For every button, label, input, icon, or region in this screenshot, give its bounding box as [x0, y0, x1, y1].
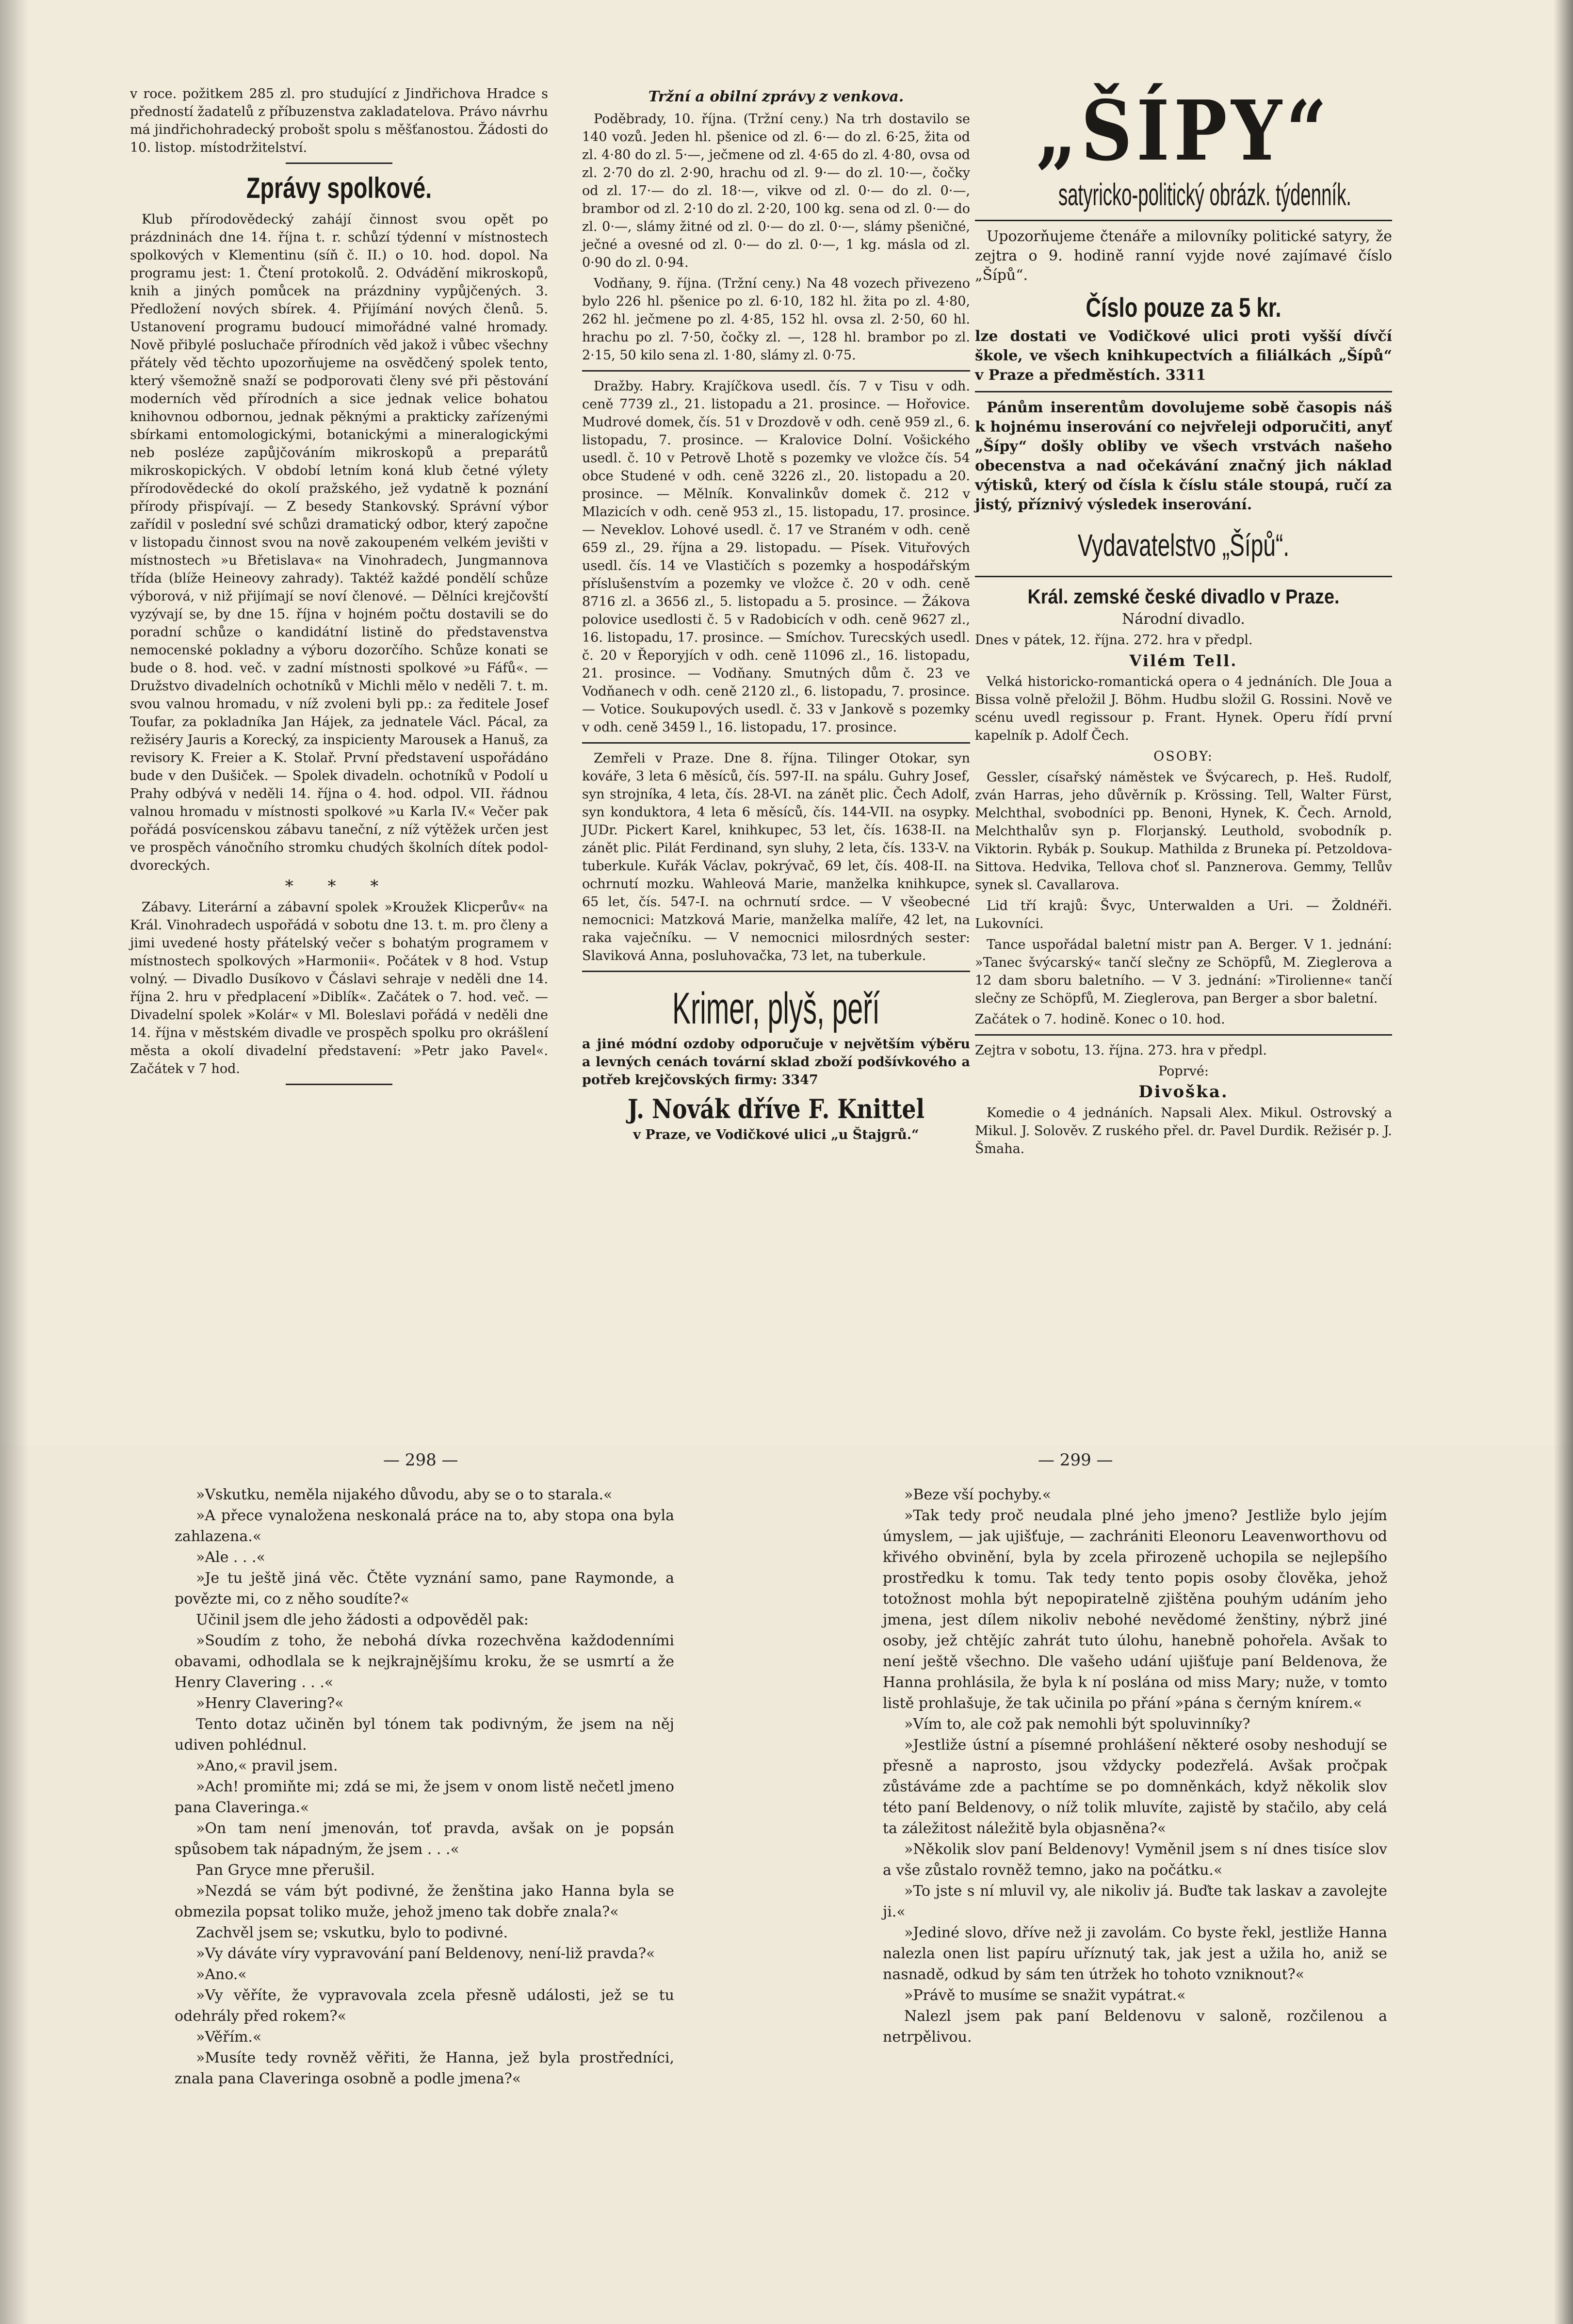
- book-paragraph: »Ano,« pravil jsem.: [196, 1757, 338, 1774]
- page-number-left: — 298 —: [383, 1450, 458, 1470]
- sipy-publisher: Vydavatelstvo „Šípů“.: [1077, 528, 1290, 563]
- book-page-left: [175, 1484, 674, 2089]
- cast-heading: OSOBY:: [1153, 749, 1214, 764]
- krimer-ad-text: a jiné módní ozdoby odporučuje v největším výběru a levných cenách tovární sklad zboží podšívkového a potřeb krejčovských firmy: 3347: [582, 1037, 970, 1088]
- book-paragraph: »Vy věříte, že vypravovala zcela přesně události, jež se tu odehrály před rokem?«: [175, 1987, 674, 2025]
- book-paragraph: »On tam není jmenován, toť pravda, avšak on je popsán spůsobem tak nápadným, že jsem . . .«: [175, 1820, 674, 1858]
- entertainment-paragraph: Zábavy. Literární a zábavní spolek »Kroužek Klicperův« na Král. Vinohradech uspořádá v sobotu dne 13. t. m. pro členy a jimi uvedené hosty přátelský večer s bohatým programem v místnostech spolkových »Harmonii«. Počátek v 8 hod. Vstup volný. — Divadlo Dusíkovo v Čáslavi sehraje v neděli dne 14. října 2. hru v předplacení »Diblík«. Začátek o 7. hod. več. — Divadelní spolek »Kolár« v Ml. Boleslavi pořádá v neděli dne 14. října v městském divadle ve prospěch spolku pro okrášlení města a okolí divadelní představení: »Petr jako Pavel«. Začátek v 7 hod.: [130, 900, 548, 1076]
- book-paragraph: »Je tu ještě jiná věc. Čtěte vyznání samo, pane Raymonde, a povězte mi, co z něho soudíte?«: [175, 1570, 674, 1608]
- divider: [975, 220, 1392, 221]
- vodnany-paragraph: Vodňany, 9. října. (Tržní ceny.) Na 48 vozech přivezeno bylo 226 hl. pšenice po zl. 6·10, 182 hl. žita po zl. 4·80, 262 hl. ječmene po zl. 4·85, 152 hl. ovsa zl. 2·50, 60 hl. hrachu po zl. 7·50, čočky zl. —, 128 hl. brambor po zl. 2·15, 50 kilo sena zl. 1·80, slámy zl. 0·75.: [582, 276, 970, 363]
- divider: [582, 971, 970, 972]
- book-paragraph: Nalezl jsem pak paní Beldenovu v saloně, rozčilenou a netrpělivou.: [883, 2008, 1387, 2046]
- performance-today: Dnes v pátek, 12. října. 272. hra v předpl.: [975, 633, 1253, 648]
- page-number-right: — 299 —: [1038, 1450, 1113, 1470]
- sipy-price: Číslo pouze za 5 kr.: [1086, 292, 1281, 323]
- divider: [975, 576, 1392, 577]
- theatre-name: Národní divadlo.: [1122, 611, 1245, 628]
- krimer-ad-title: Krimer, plyš, peří: [672, 984, 880, 1033]
- divider: [286, 163, 392, 164]
- play-title-2: Divoška.: [1138, 1082, 1229, 1102]
- book-paragraph: Zachvěl jsem se; vskutku, bylo to podivné.: [196, 1924, 508, 1941]
- column-left: [130, 85, 548, 1091]
- start-end-time: Začátek o 7. hodině. Konec o 10. hod.: [975, 1012, 1225, 1027]
- book-paragraph: »Ano.«: [196, 1966, 247, 1983]
- divider: [286, 1084, 392, 1085]
- novak-ad-address: v Praze, ve Vodičkové ulici „u Štajgrů.“: [633, 1127, 919, 1142]
- book-paragraph: »Beze vší pochyby.«: [904, 1486, 1052, 1503]
- book-paragraph: »Právě to musíme se snažit vypátrat.«: [904, 1987, 1186, 2004]
- play-description-2: Komedie o 4 jednáních. Napsali Alex. Mikul. Ostrovský a Mikul. J. Solověv. Z ruského přel. dr. Pavel Durdik. Režisér p. J. Šmaha.: [975, 1105, 1392, 1156]
- book-paragraph: »Nezdá se vám být podivné, že ženština jako Hanna byla se obmezila popsat toliko muže, jehož jmeno tak dobře znala?«: [175, 1883, 674, 1920]
- sipy-availability-text: lze dostati ve Vodičkové ulici proti vyšší dívčí škole, ve všech knihkupectvích a filiálkách „Šípů“ v Praze a předměstích. 3311: [975, 328, 1392, 384]
- book-paragraph: »Musíte tedy rovněž věřiti, že Hanna, jež byla prostředníci, znala pana Claveringa osobně a podle jmena?«: [175, 2049, 674, 2087]
- left-binding-shadow: [0, 0, 29, 2324]
- book-paragraph: »To jste s ní mluvil vy, ale nikoliv já. Buďte tak laskav a zavolejte ji.«: [883, 1883, 1387, 1920]
- chorus-list: Lid tří krajů: Švyc, Unterwalden a Uri. — Žoldnéři. Lukovníci.: [975, 898, 1392, 931]
- column-right: [975, 82, 1392, 1161]
- play-description-1: Velká historicko-romantická opera o 4 jednáních. Dle Joua a Bissa volně přeložil J. Böhm. Hudbu složil G. Rossini. Nově ve scénu uvedl regissour p. Frant. Hynek. Operu řídí první kapelník p. Adolf Čech.: [975, 674, 1392, 743]
- divider: [975, 391, 1392, 392]
- book-paragraph: Tento dotaz učiněn byl tónem tak podivným, že jsem na něj udiven pohlédnul.: [175, 1716, 674, 1754]
- book-paragraph: »Ach! promiňte mi; zdá se mi, že jsem v onom listě nečetl jmeno pana Claveringa.«: [175, 1778, 674, 1816]
- book-paragraph: »Několik slov paní Beldenovy! Vyměnil jsem s ní dnes tisíce slov a vše zůstalo rovněž temno, jako na počátku.«: [883, 1841, 1387, 1879]
- book-paragraph: Učinil jsem dle jeho žádosti a odpověděl pak:: [196, 1611, 529, 1628]
- novak-ad-name: J. Novák dříve F. Knittel: [627, 1093, 925, 1124]
- premiere-label: Poprvé:: [1158, 1064, 1209, 1079]
- play-title-1: Vilém Tell.: [1129, 651, 1238, 670]
- book-paragraph: »Soudím z toho, že nebohá dívka rozechvěna každodenními obavami, odhodlala se k nejkrajnějšímu kroku, že se usmrtí a že Henry Clavering . . .«: [175, 1632, 674, 1691]
- book-paragraph: »Ale . . .«: [196, 1549, 265, 1566]
- performance-tomorrow: Zejtra v sobotu, 13. října. 273. hra v předpl.: [975, 1043, 1267, 1058]
- book-paragraph: Pan Gryce mne přerušil.: [196, 1862, 375, 1879]
- sipy-subtitle: satyricko-politický obrázk. týdenník.: [1058, 177, 1351, 212]
- sipy-notice: Upozorňujeme čtenáře a milovníky politické satyry, že zejtra o 9. hodině ranní vyjde nové zajímavé číslo „Šípů“.: [975, 228, 1392, 284]
- book-paragraph: »Tak tedy proč neudala plné jeho jmeno? Jestliže bylo jejím úmyslem, — jak ujišťuje, — zachrániti Eleonoru Leavenworthovu od křivého obvinění, byla by zcela přirozeně uchopila se nejlepšího prostředku k tomu. Tak tedy tento popis osoby člověka, jehož totožnost mohla být nepopiratelně zjištěna pouhým udáním jeho jmena, jest dílem nikoliv nebohé nevědomé ženštiny, nýbrž jiné osoby, jež chtějíc zahrát tuto úlohu, hanebně pohořela. Avšak to není ještě všechno. Dle vašeho udání ujišťuje paní Beldenova, že Hanna prohlásila, že byla k ní poslána od miss Mary; nuže, v tomto listě prohlašuje, že tak učinila po přání »pána s černým knírem.«: [883, 1507, 1387, 1712]
- right-edge-shadow: [1554, 0, 1573, 2324]
- podebrady-paragraph: Poděbrady, 10. října. (Tržní ceny.) Na trh dostavilo se 140 vozů. Jeden hl. pšenice od zl. 6·— do zl. 6·25, žita od zl. 4·80 do zl. 5·—, ječmene od zl. 4·65 do zl. 4·80, ovsa od zl. 2·70 do zl. 2·90, hrachu od zl. 9·— do zl. 10·—, čočky od zl. 17·— do zl. 18·—, vikve od zl. 0·— do zl. 0·—, brambor od zl. 2·10 do zl. 2·20, 100 kg. sena od zl. 0·— do zl. 0·—, slámy žitné od zl. 0·— do zl. 0·—, slámy pšeničné, ječné a ovesné od zl. 0·— do zl. 0·—, 1 kg. másla od zl. 0·90 do zl. 0·94.: [582, 112, 970, 270]
- sipy-masthead: „ŠÍPY“: [1036, 82, 1331, 179]
- sipy-inserenti: [975, 398, 1392, 515]
- sipy-inserenti-text: Pánům inserentům dovolujeme sobě časopis náš k hojnému inserování co nejvřeleji odporučiti, anyť „Šípy“ došly obliby ve všech vrstvách našeho obecenstva a nad očekávání značný jich náklad výtisků, který od čísla k číslu stále stoupá, ručí za jistý, příznivý výsledek inserování.: [975, 399, 1392, 513]
- book-paragraph: »Jediné slovo, dříve než ji zavolám. Co byste řekl, jestliže Hanna nalezla onen list papíru uříznutý tak, jak jest a užila ho, aniž se nasnadě, odkud by sám ten útržek ho tohoto vzniknout?«: [883, 1924, 1387, 1983]
- intro-paragraph: v roce. požitkem 285 zl. pro studující z Jindřichova Hradce s předností žadatelů z příbuzenstva zakladatelova. Právo návrhu má jindřichohradecký probošt spolu s měšťanostou. Žádosti do 10. listop. místodržitelství.: [130, 86, 548, 155]
- book-paragraph: »A přece vynaložena neskonalá práce na to, aby stopa ona byla zahlazena.«: [175, 1507, 674, 1545]
- sipy-availability: [975, 327, 1392, 385]
- dance-info: Tance uspořádal baletní mistr pan A. Berger. V 1. jednání: »Tanec švýcarský« tančí slečny ze Schöpfů, M. Zieglerova a 12 dam sboru baletního. — V 3. jednání: »Tirolienne« tančí slečny ze Schöpfů, M. Zieglerova, pan Berger a sbor baletní.: [975, 937, 1392, 1006]
- section-stars: * * *: [285, 877, 393, 896]
- book-page-right: [883, 1484, 1387, 2048]
- book-paragraph: »Henry Clavering?«: [196, 1695, 344, 1712]
- divider: [975, 1034, 1392, 1036]
- heading-market-news: Tržní a obilní zprávy z venkova.: [648, 88, 904, 105]
- book-paragraph: »Jestliže ústní a písemné prohlášení některé osoby neshodují se přesně a naprosto, jsou vždycky podezřelá. Avšak pročpak zůstáváme zde a pachtíme se po domněnkách, když několik slov této paní Beldenovy, o níž tolik mluvíte, zajistě by stačilo, aby celá ta záležitost náležitě byla objasněna?«: [883, 1737, 1387, 1837]
- column-middle: [582, 85, 970, 1147]
- book-paragraph: »Vy dáváte víry vypravování paní Beldenovy, není-liž pravda?«: [196, 1945, 655, 1962]
- deaths-paragraph: Zemřeli v Praze. Dne 8. října. Tilinger Otokar, syn kováře, 3 leta 6 měsíců, čís. 597-II. na spálu. Guhry Josef, syn strojníka, 4 leta, čís. 28-VI. na zánět plic. Čech Adolf, syn konduktora, 4 leta 6 měsíců, čís. 144-VII. na osypky. JUDr. Pickert Karel, knihkupec, 53 let, čís. 1638-II. na zánět plic. Pilát Ferdinand, syn sluhy, 2 leta, čís. 133-V. na tuberkule. Kuřák Václav, pokrývač, 69 let, čís. 408-II. na ochrnutí mozku. Wahleová Marie, manželka knihkupce, 65 let, čís. 547-I. na ochrnutí srdce. — V všeobecné nemocnici: Matzková Marie, manželka malíře, 42 let, na raka vaječníku. — V nemocnici milosrdných sester: Slaviková Anna, posluhovačka, 73 let, na tuberkule.: [582, 751, 970, 963]
- theatre-heading: Král. zemské české divadlo v Praze.: [1027, 585, 1340, 608]
- cast-list: Gessler, císařský náměstek ve Švýcarech, p. Heš. Rudolf, zván Harras, jeho důvěrník p. Krössing. Tell, Walter Fürst, Melchthal, svobodníci pp. Benoni, Hynek, K. Čech. Arnold, Melchthalův syn p. Florjanský. Leuthold, svobodník p. Viktorin. Rybák p. Soukup. Mathilda z Bruneka pí. Petzoldova-Sittova. Hedvika, Tellova choť sl. Panznerova. Gemmy, Tellův synek sl. Cavallarova.: [975, 770, 1392, 893]
- divider: [582, 370, 970, 372]
- book-paragraph: »Vím to, ale což pak nemohli být spoluvinníky?: [904, 1716, 1250, 1733]
- book-paragraph: »Věřím.«: [196, 2029, 262, 2046]
- heading-zpravy-spolkove: Zprávy spolkové.: [246, 172, 432, 204]
- auctions-paragraph: Dražby. Habry. Krajíčkova usedl. čís. 7 v Tisu v odh. ceně 7739 zl., 21. listopadu a 21. prosince. — Hořovice. Mudrové domek, čís. 51 v Drozdově v odh. ceně 959 zl., 6. listopadu, 7. prosince. — Kralovice Dolní. Vošického usedl. č. 10 v Petrově Lhotě s pozemky ve vložce čís. 54 obce Studené v odh. ceně 3226 zl., 20. listopadu a 20. prosince. — Mělník. Konvalinkův domek č. 212 v Mlazicích v odh. ceně 953 zl., 15. listopadu, 17. prosince. — Neveklov. Lohové usedl. č. 17 ve Straném v odh. ceně 659 zl., 29. října a 29. listopadu. — Písek. Vituřových usedl. čís. 14 ve Vlastičích s pozemky a hospodářským příslušenstvím a pozemky ve vložce č. 20 v odh. ceně 8716 zl. a 3656 zl., 5. listopadu a 5. prosince. — Žákova polovice usedlosti č. 5 v Radobicích v odh. ceně 9627 zl., 16. listopadu, 17. prosince. — Smíchov. Turecských usedl. č. 20 v Řeporyjích v odh. ceně 11096 zl., 16. listopadu, 21. prosince. — Vodňany. Smutných dům č. 23 ve Vodňanech v odh. ceně 2120 zl., 6. listopadu, 7. prosince. — Votice. Soukupových usedl. č. 33 v Jankově s pozemky v odh. ceně 3459 l., 16. listopadu, 17. prosince.: [582, 379, 970, 735]
- club-news-paragraph: Klub přírodovědecký zahájí činnost svou opět po prázdninách dne 14. října t. r. schůzí týdenní v místnostech spolkových v Klementinu (síň č. II.) o 10. hod. dopol. Na programu jest: 1. Čtení protokolů. 2. Odvádění mikroskopů, knih a jiných pomůcek na prázdniny vypůjčených. 3. Předložení nových sbírek. 4. Přijímání nových členů. 5. Ustanovení programu budoucí mimořádné valné hromady. Nově přibylé posluchače přírodních věd jakož i vůbec všechny přátely věd těchto upozorňujeme na osvědčený spolek tento, který všemožně snaží se podporovati členy své při pěstování moderních věd přírodních a sice jednak velice bohatou knihovnou odbornou, jednak pěknými a prakticky zařízenými sbírkami entomologickými, botanickými a mineralogickými neb posléze zapůjčováním mikroskopů a preparátů mikroskopických. V období letním koná klub četné výlety přírodovědecké do okolí pražského, jež vydatně k poznání přírody přispívají. — Z besedy Stankovský. Správní výbor zařídil v poslední své schůzi dramatický odbor, který započne v listopadu činnost svou na nově zakoupeném velkém jevišti v místnostech »u Břetislava« na Vinohradech, Jungmannova třída (blíže Heineovy zahrady). Taktéž každé pondělí schůze výborová, v niž přijímají se noví členové. — Dělníci krejčovští vyzývají se, by dne 15. října v hojném počtu dostavili se do poradní schůze o kandidátní listině do představenstva nemocenské pokladny a výboru dozorčího. Schůze konati se bude o 8. hod. več. v zadní místnosti spolkové »u Fáfů«. — Družstvo divadelních ochotníků v Michli mělo v neděli 7. t. m. svou valnou hromadu, v níž zvoleni byli pp.: za ředitele Josef Toufar, za pokladníka Jan Hájek, za jednatele Václ. Pácal, za režiséry Jauris a Korecký, za inspicienty Marousek a Hanuš, za revisory K. Freier a K. Stolař. První představení uspořádáno bude v den Dušiček. — Spolek divadeln. ochotníků v Podolí u Prahy odbývá v neděli 14. října o 4. hod. odpol. VII. řádnou valnou hromadu v místnosti spolkové »u Karla IV.« Večer pak pořádá posvícenskou zábavu taneční, z níž výtěžek určen jest ve prospěch vánočního stromku chudých školních dítek podol-dvoreckých.: [130, 212, 548, 873]
- book-paragraph: »Vskutku, neměla nijakého důvodu, aby se o to starala.«: [196, 1486, 613, 1503]
- divider: [582, 742, 970, 744]
